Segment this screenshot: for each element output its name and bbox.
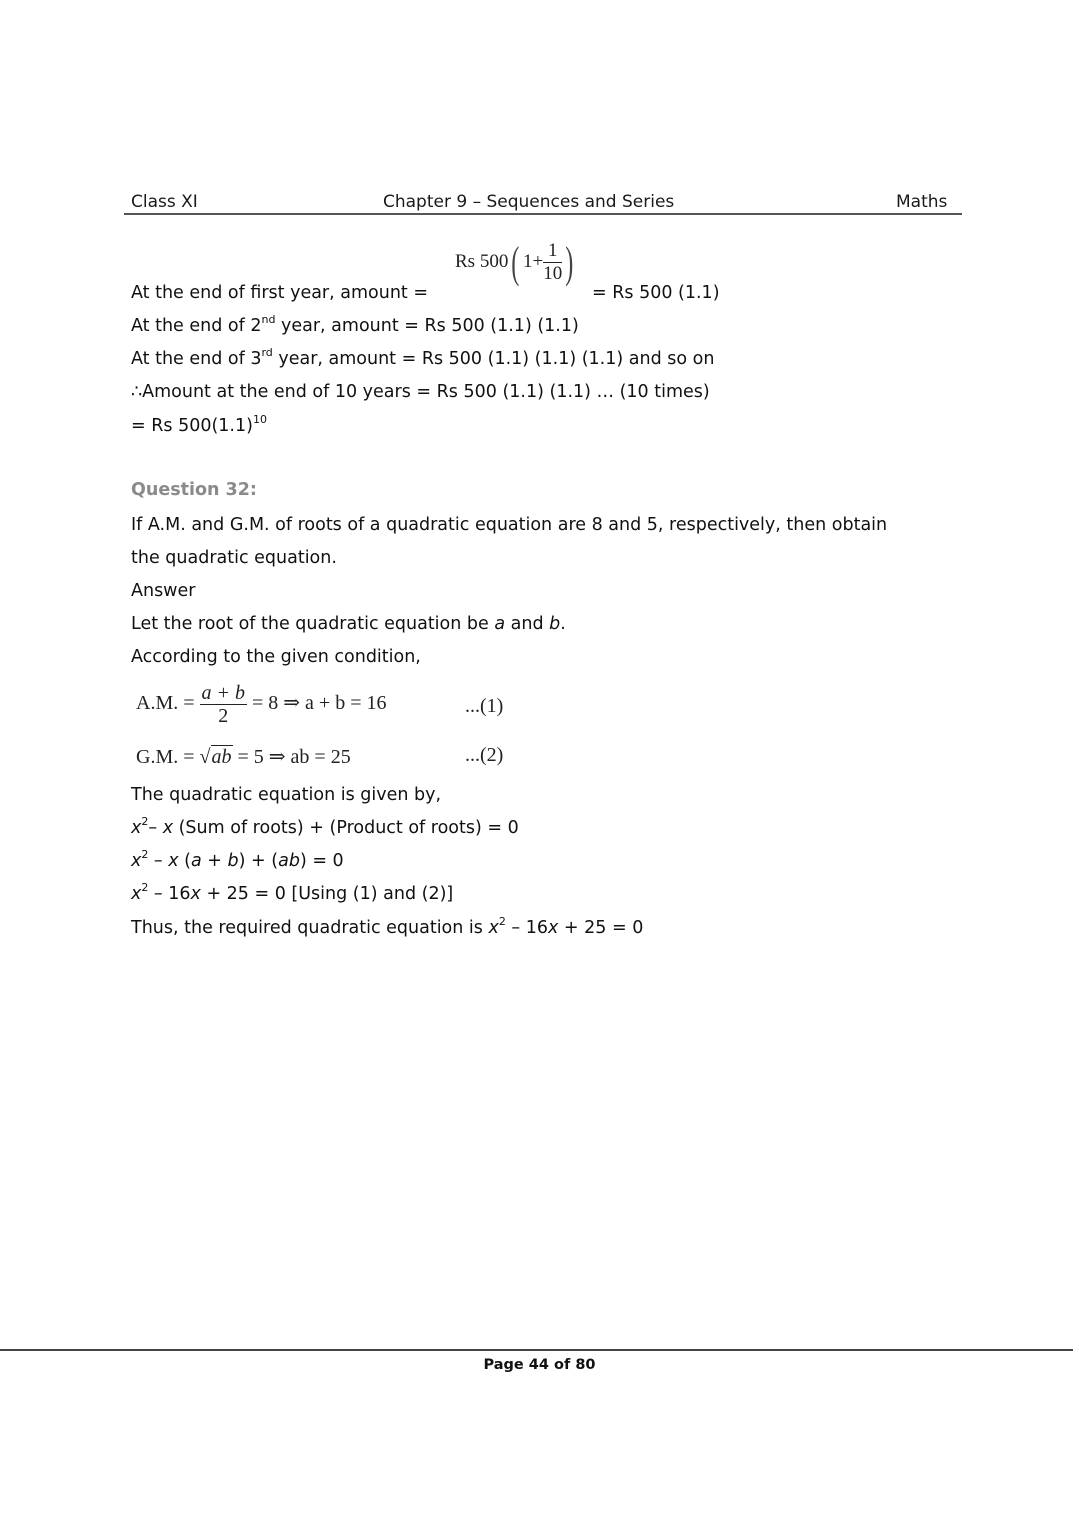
conclusion-line <box>131 917 643 941</box>
fraction-numerator: 1 <box>543 240 562 263</box>
page-number: Page 44 of 80 <box>483 1357 596 1373</box>
text: (Sum of roots) + (Product of roots) = 0 <box>173 818 519 838</box>
fraction-one-tenth <box>543 240 562 285</box>
formula-one-plus: 1+ <box>522 250 544 272</box>
right-paren: ) <box>565 237 574 287</box>
var-b: b <box>549 614 561 634</box>
footer-divider <box>0 1349 1073 1351</box>
var-a: a <box>494 614 506 634</box>
fraction-denominator: 2 <box>218 705 229 727</box>
text: + 25 = 0 <box>558 918 644 938</box>
text: Thus, the required quadratic equation is <box>131 918 489 938</box>
text: ) + ( <box>238 851 279 871</box>
gm-label: G.M. = <box>136 746 195 768</box>
var-x: x <box>131 818 142 838</box>
text: Let the root of the quadratic equation be <box>131 614 495 634</box>
var-b: b <box>227 851 239 871</box>
condition-line: According to the given condition, <box>131 647 421 667</box>
text: – 16 <box>148 884 191 904</box>
text: ( <box>178 851 191 871</box>
let-roots-line <box>131 613 566 635</box>
header-class: Class XI <box>131 192 198 212</box>
text: – <box>148 818 163 838</box>
text: – <box>148 851 169 871</box>
second-year-line <box>131 315 579 339</box>
question-heading: Question 32: <box>131 480 257 500</box>
left-paren: ( <box>511 237 520 287</box>
var-x: x <box>131 884 142 904</box>
fraction-numerator: a + b <box>201 682 246 704</box>
text: and <box>505 614 550 634</box>
header-subject: Maths <box>896 192 948 212</box>
var-x: x <box>168 851 179 871</box>
step3-line <box>131 883 453 907</box>
exponent-sup: 2 <box>498 915 506 928</box>
equation-am <box>136 682 387 727</box>
text: = Rs 500(1.1) <box>131 416 253 436</box>
text: – 16 <box>505 918 548 938</box>
step2-line <box>131 850 344 874</box>
text: + 25 = 0 [Using (1) and (2)] <box>200 884 454 904</box>
sqrt-icon: √ <box>199 746 211 768</box>
equation-tag-2: ...(2) <box>465 744 504 766</box>
fraction-denominator: 10 <box>543 263 563 284</box>
exponent-sup: 2 <box>141 881 149 894</box>
am-result: = 8 ⇒ a + b = 16 <box>252 692 387 715</box>
var-x: x <box>162 818 174 838</box>
header-divider <box>124 213 962 215</box>
question-text-line2: the quadratic equation. <box>131 548 337 568</box>
text: + <box>201 851 228 871</box>
third-year-line <box>131 348 714 372</box>
given-by-line: The quadratic equation is given by, <box>131 785 442 805</box>
var-x: x <box>547 918 559 938</box>
formula-coefficient: Rs 500 <box>455 250 509 272</box>
am-fraction <box>200 682 248 727</box>
question-text-line1: If A.M. and G.M. of roots of a quadratic equation are 8 and 5, respectively, then obtain <box>131 515 888 535</box>
text: At the end of 3 <box>131 349 262 369</box>
ordinal-sup: nd <box>261 313 276 326</box>
exponent-sup: 2 <box>141 815 149 828</box>
exponent-sup: 2 <box>141 848 149 861</box>
header-chapter-title: Chapter 9 – Sequences and Series <box>383 192 675 212</box>
answer-label: Answer <box>131 581 196 601</box>
text: . <box>560 614 566 634</box>
ten-years-line: ∴Amount at the end of 10 years = Rs 500 (1.1) (1.1) … (10 times) <box>131 382 710 402</box>
equation-tag-1: ...(1) <box>465 695 504 717</box>
am-label: A.M. = <box>136 692 195 715</box>
ordinal-sup: rd <box>261 346 273 359</box>
var-a: a <box>191 851 202 871</box>
text: ) = 0 <box>299 851 344 871</box>
equation-gm <box>136 744 351 769</box>
var-x: x <box>190 884 201 904</box>
sqrt-radicand: ab <box>211 746 232 768</box>
var-x: x <box>488 918 499 938</box>
final-amount-line <box>131 415 267 439</box>
exponent-sup: 10 <box>252 413 267 426</box>
step1-line <box>131 817 519 841</box>
var-x: x <box>131 851 142 871</box>
text: year, amount = Rs 500 (1.1) (1.1) (1.1) and so on <box>272 349 715 369</box>
var-ab: ab <box>278 851 300 871</box>
first-year-result: = Rs 500 (1.1) <box>592 283 720 303</box>
first-year-formula <box>455 237 577 287</box>
gm-result: = 5 ⇒ ab = 25 <box>237 746 351 768</box>
first-year-line <box>131 282 428 304</box>
first-year-label: At the end of first year, amount = <box>131 283 429 303</box>
text: At the end of 2 <box>131 316 262 336</box>
text: year, amount = Rs 500 (1.1) (1.1) <box>275 316 579 336</box>
